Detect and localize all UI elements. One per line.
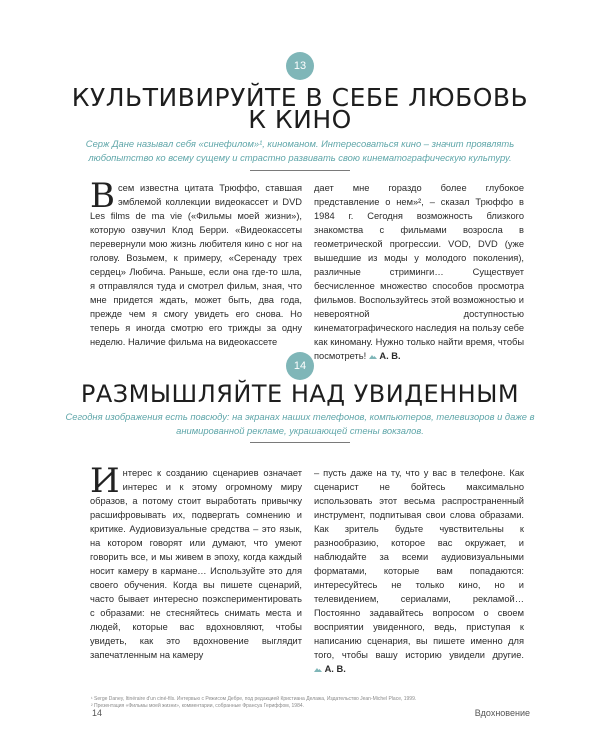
footnote: ¹ Serge Daney, Itinéraire d'un ciné-fils. Интервью с Режисом Дебре, под редакцией Кристиана Делажа, Издательство Jean-Michel Place, 1999. [91, 696, 417, 702]
body-text: сем известна цитата Трюффо, ставшая эмблемой коллекции видеокассет и DVD Les films de ma vie («Фильмы моей жизни»), которую озвучил Клод Берри. «Видеокассеты перевернули мою жизнь любителя кино с ног на голову. Возьмем, к примеру, «Серенаду трех сердец» Любича. Раньше, если она где-то шла, я отправлялся туда и смотрел фильм, зная, что мне придется ждать, может быть, два года, прежде чем я смогу увидеть его снова. Но теперь я иногда смотрю его трижды за одну неделю. Наличие фильма на видеокассете [90, 183, 302, 347]
section-title: РАЗМЫШЛЯЙТЕ НАД УВИДЕННЫМ [80, 380, 520, 408]
page-number: 14 [92, 708, 103, 718]
author-initials: А. В. [379, 351, 401, 361]
footnotes [91, 696, 511, 710]
body-column-right [314, 181, 524, 363]
divider [250, 442, 350, 443]
mountain-icon [314, 667, 322, 672]
section-title-line1: КУЛЬТИВИРУЙТЕ В СЕБЕ ЛЮБОВЬ [71, 83, 529, 112]
body-column-right [314, 466, 524, 676]
author-initials: А. В. [324, 664, 346, 674]
section-title-line2: К КИНО [248, 105, 352, 134]
drop-cap: И [90, 461, 120, 501]
body-column-left [90, 461, 302, 662]
footnote: ² Презентация «Фильмы моей жизни», комментарии, собранные Франсуа Гериффом, 1984. [91, 703, 305, 709]
divider [250, 170, 350, 171]
drop-cap: В [90, 176, 115, 216]
body-column-left [90, 176, 302, 349]
mountain-icon [369, 354, 377, 359]
body-text: дает мне гораздо более глубокое представление о нем»², – сказал Трюффо в 1984 г. Сегодня возможность близкого знакомства с фильмами возросла в геометрической прогрессии. VOD, DVD (уже вышедшие из моды у молодого поколения), различные стриминги… Существует бесчисленное множество способов просмотра фильмов. Воспользуйтесь этой возможностью и невероятной доступностью кинематографического наследия на пользу себе как киноману. Нужно только найти время, чтобы посмотреть! [314, 183, 524, 361]
section-lead: Сегодня изображения есть повсюду: на экранах наших телефонов, компьютеров, телевизоров и даже в анимированной рекламе, украшающей стены вокзалов. [65, 411, 535, 436]
section-number-badge: 14 [286, 352, 314, 380]
body-text: нтерес к созданию сценариев означает интерес и к этому огромному миру образов, а потому стоит выработать привычку расшифровывать их, подвергать сомнению и критике. Аудиовизуальные средства – это язык, на котором говорят или думают, что умеют говорить все, и мы живем в эпоху, когда каждый носит камеру в кармане… Используйте это для своего обучения. Когда вы пишете сценарий, часто бывает интересно поэкспериментировать с образами: не стесняйтесь снимать места и людей, которые вас вдохновляют, чтобы увидеть, как это вдохновение выглядит запечатленным на камеру [90, 468, 302, 660]
body-text: – пусть даже на ту, что у вас в телефоне. Как сценарист не бойтесь максимально использовать этот весьма распространенный инструмент, подпитывая свои слова образами. Как зритель будьте чувствительны к разнообразию, которое вас окружает, и наблюдайте за всеми аудиовизуальными форматами, которые вам попадаются: интересуйтесь не только кино, но и телевидением, сериалами, рекламой… Постоянно задавайтесь вопросом о своем восприятии увиденного, ведь, приступая к написанию сценария, вы пишете именно для того, чтобы вашу историю увидели другие. [314, 468, 524, 660]
running-footer: Вдохновение [474, 708, 530, 718]
section-number-badge: 13 [286, 52, 314, 80]
section-lead: Серж Дане называл себя «синефилом»¹, киноманом. Интересоваться кино – значит проявлять любопытство ко всему сущему и страстно развивать свою кинематографическую культуру. [85, 138, 515, 163]
